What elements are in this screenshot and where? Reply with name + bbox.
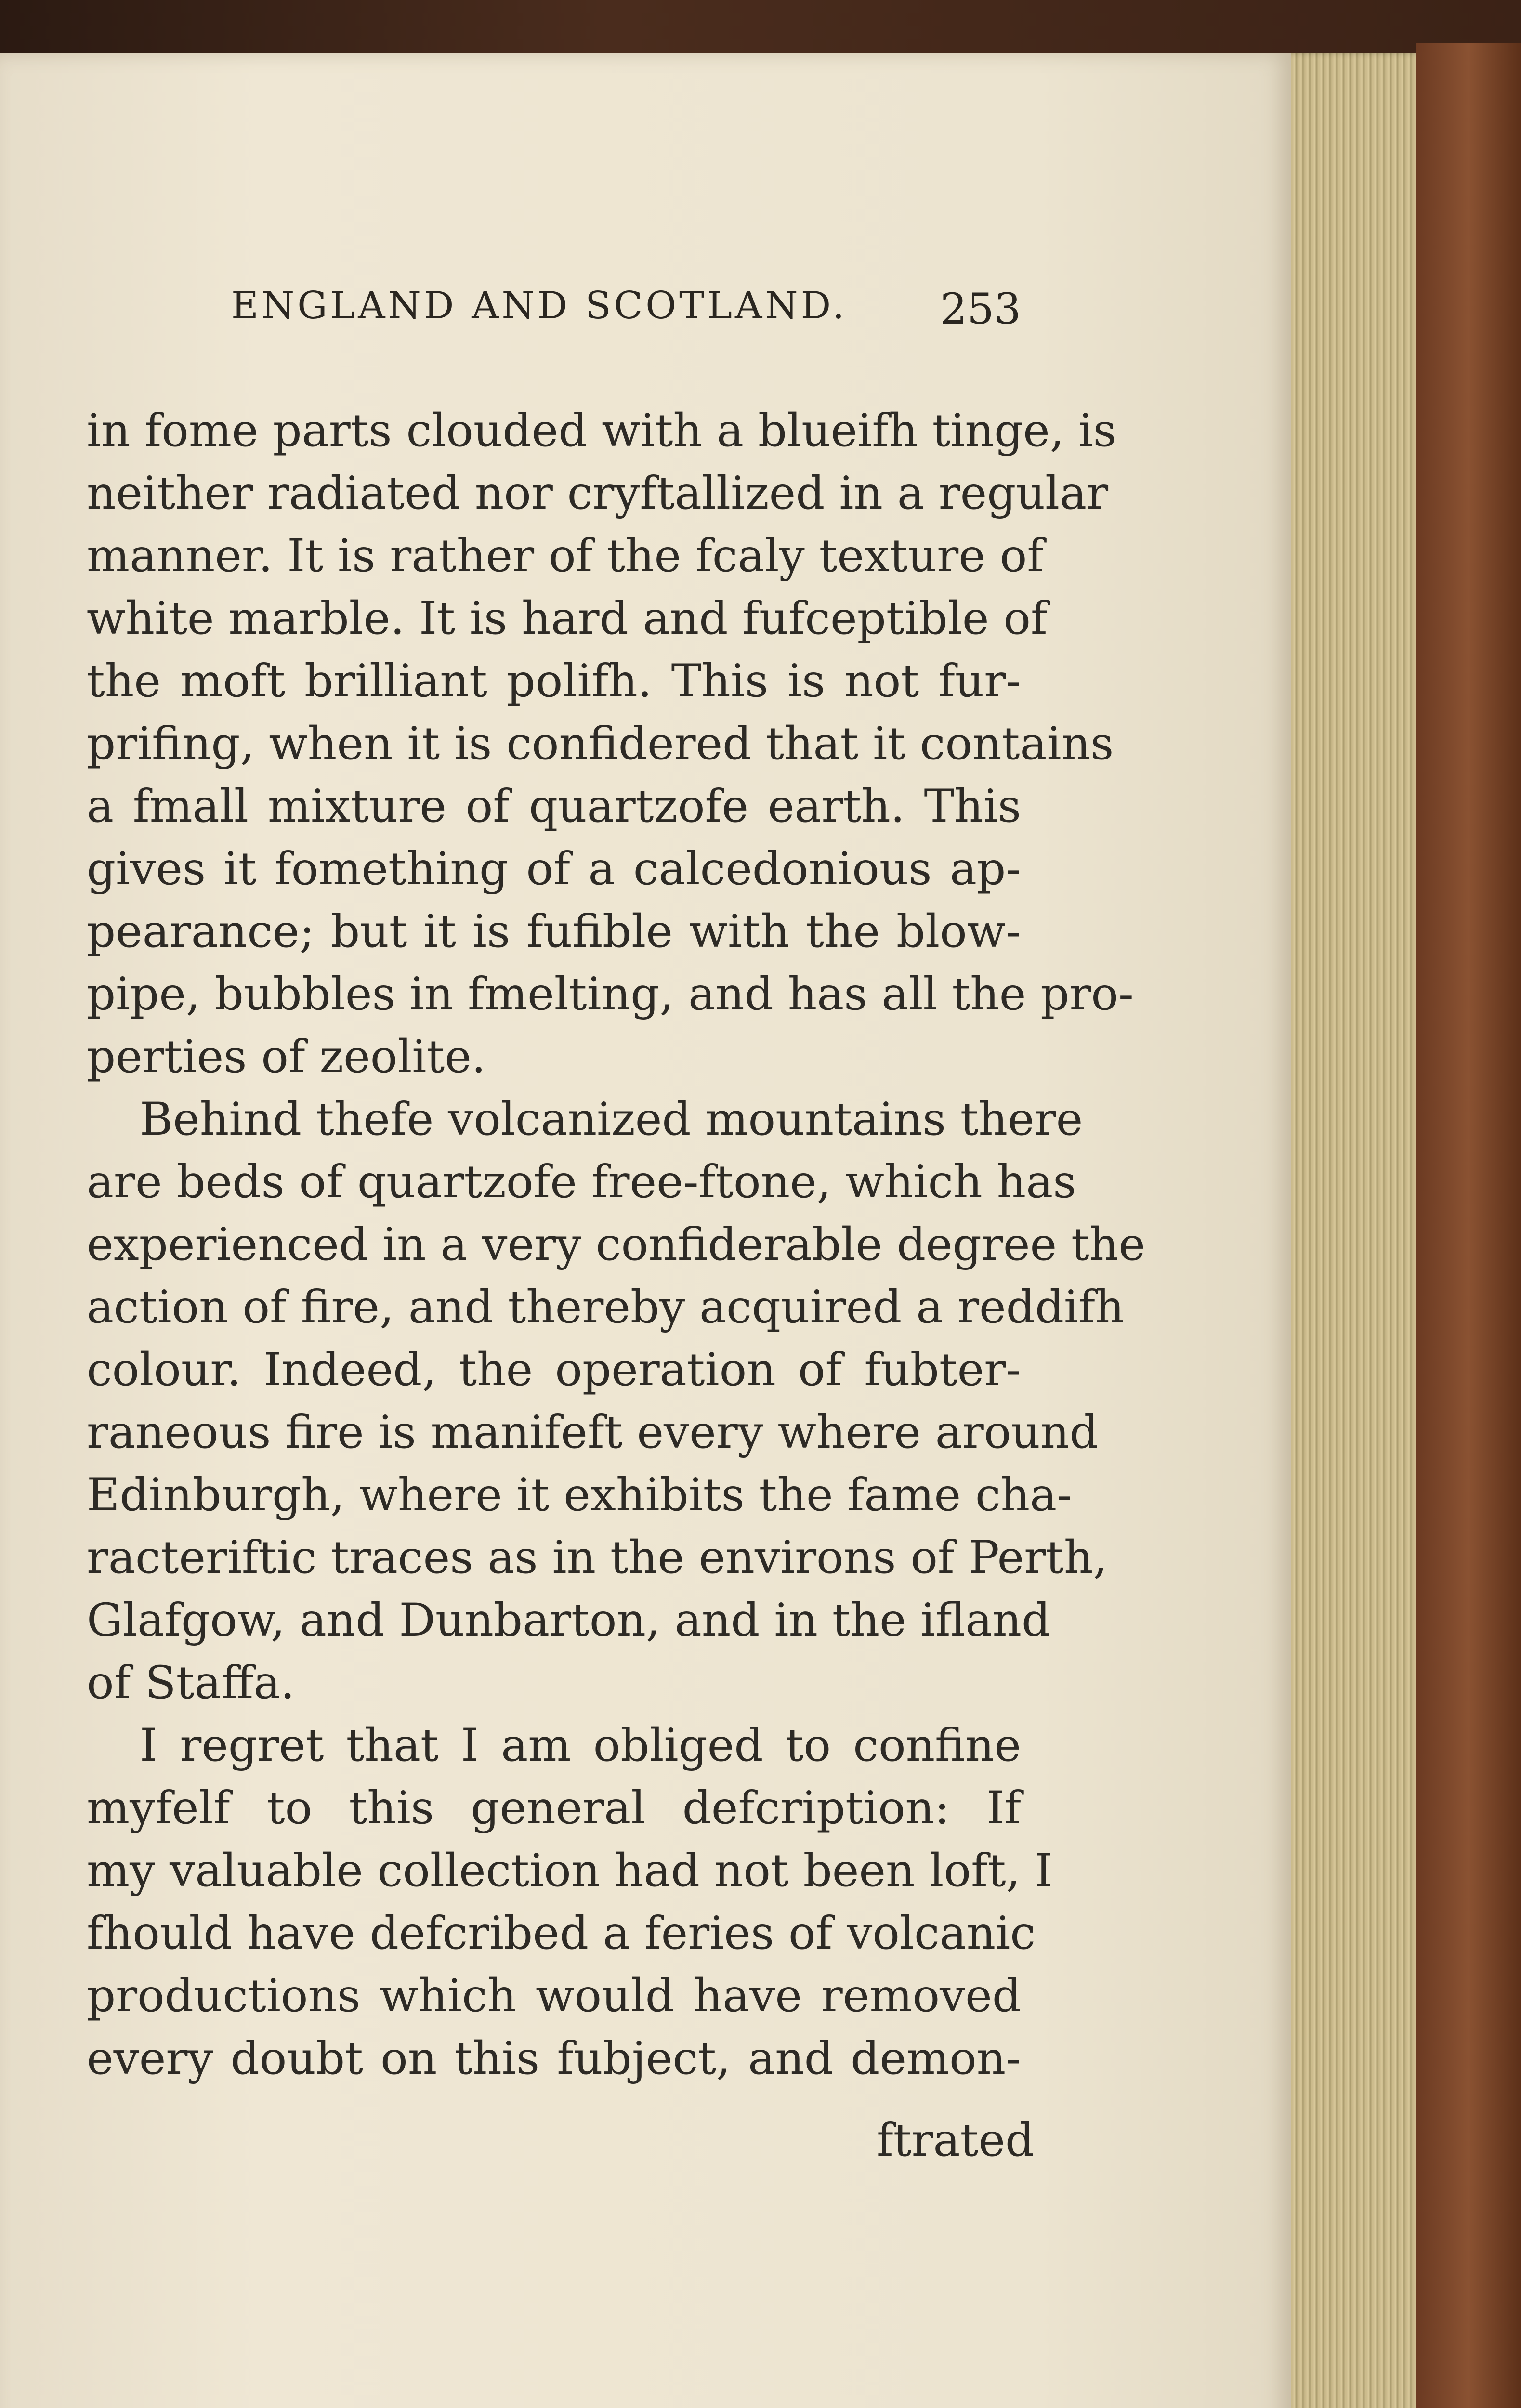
text-line: neither radiated nor cryftallized in a regular — [87, 467, 1109, 520]
catchword: ftrated — [877, 2114, 1035, 2167]
page-header — [231, 284, 1021, 356]
text-line: raneous fire is manifeft every where around — [87, 1406, 1099, 1459]
page-fore-edge — [1272, 53, 1416, 2408]
text-line: action of fire, and thereby acquired a reddifh — [87, 1281, 1125, 1334]
text-line: fhould have defcribed a feries of volcanic — [87, 1907, 1036, 1960]
text-line: colour. Indeed, the operation of fubter- — [87, 1344, 1021, 1396]
text-line: racteriftic traces as in the environs of Perth, — [87, 1531, 1108, 1584]
text-line: the moft brilliant polifh. This is not fur- — [87, 655, 1021, 707]
text-line: myfelf to this general defcription: If — [87, 1782, 1021, 1834]
text-line: white marble. It is hard and fufceptible of — [87, 592, 1048, 645]
text-line: prifing, when it is confidered that it contains — [87, 718, 1114, 770]
page-number: 253 — [940, 284, 1021, 334]
text-line: Behind thefe volcanized mountains there — [140, 1093, 1083, 1146]
running-head: ENGLAND AND SCOTLAND. — [231, 284, 848, 327]
text-line: are beds of quartzofe free-ftone, which has — [87, 1156, 1076, 1208]
text-line: pearance; but it is fufible with the blow- — [87, 905, 1021, 958]
text-line: I regret that I am obliged to confine — [140, 1719, 1021, 1772]
text-line: perties of zeolite. — [87, 1031, 486, 1083]
text-line: every doubt on this fubject, and demon- — [87, 2032, 1021, 2085]
text-line: productions which would have removed — [87, 1970, 1021, 2022]
text-line: pipe, bubbles in fmelting, and has all the pro- — [87, 968, 1134, 1021]
text-line: in fome parts clouded with a blueifh tinge, is — [87, 405, 1116, 457]
body-text — [87, 400, 1145, 2090]
text-line: experienced in a very confiderable degree the — [87, 1218, 1145, 1271]
book-cover-edge — [1416, 43, 1521, 2408]
book-page — [0, 53, 1291, 2408]
text-line: manner. It is rather of the fcaly texture of — [87, 530, 1044, 582]
text-line: my valuable collection had not been loft, I — [87, 1845, 1053, 1897]
text-line: a fmall mixture of quartzofe earth. This — [87, 780, 1021, 833]
text-line: of Staffa. — [87, 1657, 295, 1709]
text-line: Edinburgh, where it exhibits the fame cha- — [87, 1469, 1072, 1521]
text-line: Glafgow, and Dunbarton, and in the ifland — [87, 1594, 1051, 1647]
text-line: gives it fomething of a calcedonious ap- — [87, 843, 1021, 895]
